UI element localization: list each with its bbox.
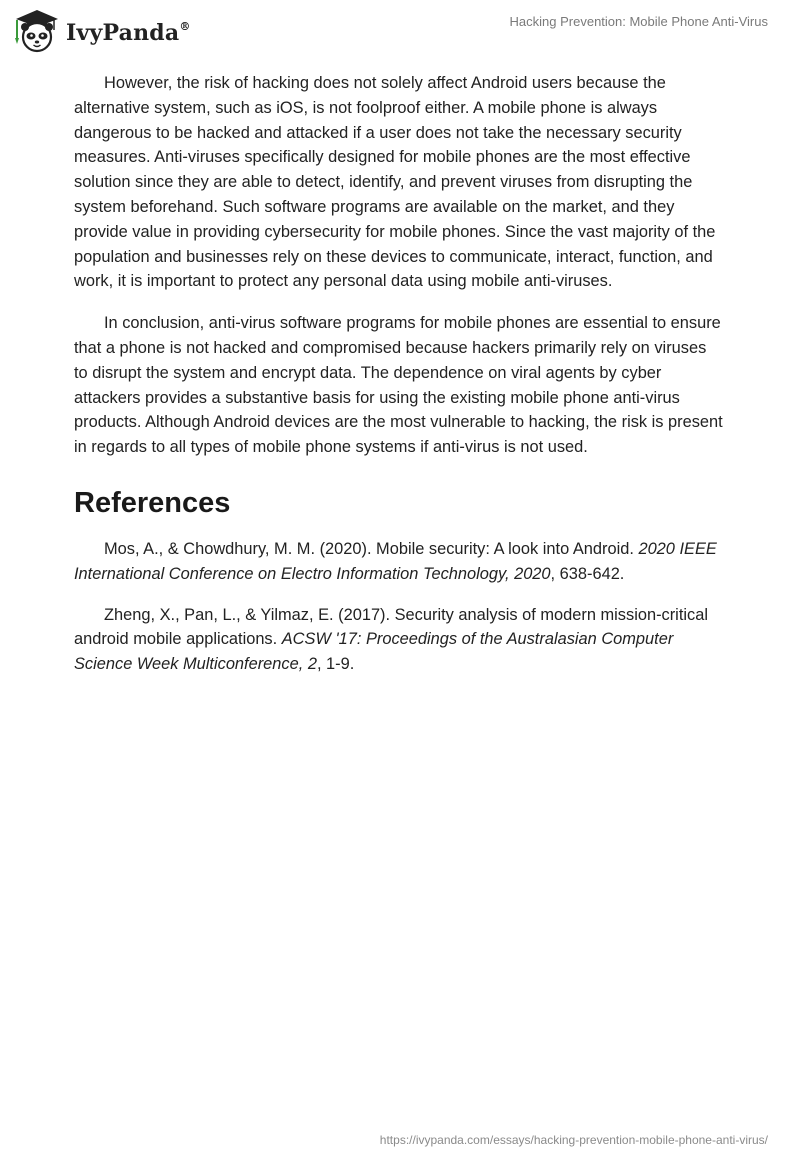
reference-source: 2020 IEEE International Conference on Electro Information Technology, 2020 [74,539,717,583]
page-header [0,0,800,62]
reference-pages: , 1-9. [316,655,355,674]
reference-entry [74,603,724,677]
logo-wordmark: IvyPanda® [66,19,191,46]
essay-content [74,71,724,693]
running-title: Hacking Prevention: Mobile Phone Anti-Virus [509,14,768,29]
reference-source: ACSW '17: Proceedings of the Australasian Computer Science Week Multiconference, 2 [74,630,674,674]
body-paragraph: However, the risk of hacking does not solely affect Android users because the alternative system, such as iOS, is not foolproof either. A mobile phone is always dangerous to be hacked and attacked if a user does not take the necessary security measures. Anti-viruses specifically designed for mobile phones are the most effective solution since they are able to detect, identify, and prevent viruses from disrupting the system beforehand. Such software programs are available on the market, and they provide value in providing cybersecurity for mobile phones. Since the vast majority of the population and businesses rely on these devices to communicate, interact, function, and work, it is important to protect any personal data using mobile anti-viruses. [74,74,716,291]
source-url-link[interactable]: https://ivypanda.com/essays/hacking-prevention-mobile-phone-anti-virus/ [379,1133,768,1147]
reference-entry [74,537,724,587]
reference-pages: , 638-642. [550,564,625,583]
body-paragraph: In conclusion, anti-virus software programs for mobile phones are essential to ensure that a phone is not hacked and compromised because hackers primarily rely on viruses to disrupt the system and encrypt data. The dependence on viral agents by cyber attackers provides a substantive basis for using the existing mobile phone anti-virus products. Although Android devices are the most vulnerable to hacking, the risk is present in regards to all types of mobile phone systems if anti-virus is not used. [74,314,723,457]
ivypanda-logo[interactable] [14,8,191,54]
panda-logo-icon [14,8,60,54]
reference-authors-title: Mos, A., & Chowdhury, M. M. (2020). Mobile security: A look into Android. [104,539,639,558]
references-heading: References [74,486,231,519]
reference-authors-title: Zheng, X., Pan, L., & Yilmaz, E. (2017). Security analysis of modern mission-critical android mobile applications. [74,605,708,649]
